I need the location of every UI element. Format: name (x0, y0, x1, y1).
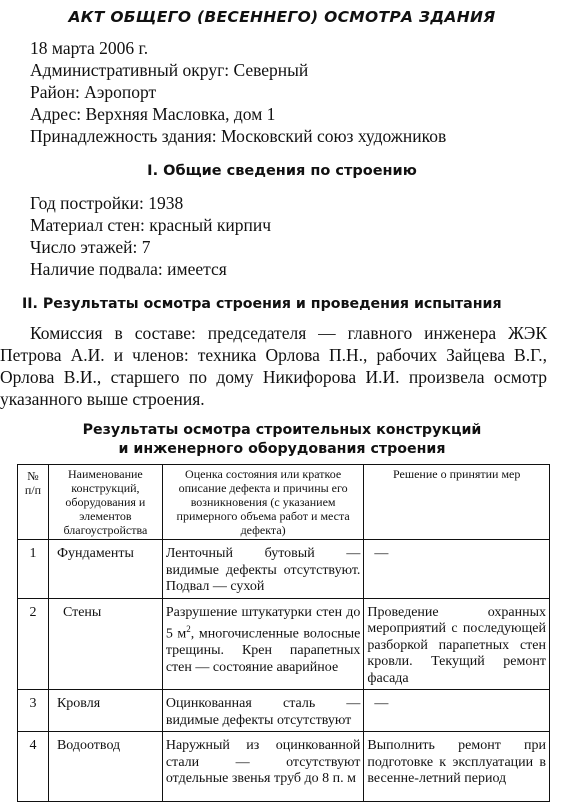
basement: Наличие подвала: имеется (30, 259, 227, 279)
general-info (30, 192, 271, 280)
table-header-row (18, 465, 550, 540)
row-assessment: Наружный из оцинкованной стали — отсутствуют отдельные звенья труб до 8 п. м (162, 732, 364, 802)
row-assessment: Ленточный бутовый — видимые дефекты отсутствуют. Подвал — сухой (162, 540, 364, 599)
commission-line: указанного выше строения. (0, 389, 205, 409)
table-title (0, 421, 564, 459)
table-row (18, 732, 550, 802)
row-num: 1 (18, 540, 49, 599)
row-decision: Выполнить ремонт при подготовке к эксплуатации в весенне-летний период (364, 732, 550, 802)
row-decision: — (364, 540, 550, 599)
building-info (30, 37, 446, 147)
table-row (18, 690, 550, 732)
table-row (18, 540, 550, 599)
table-title-line: Результаты осмотра строительных конструкций (82, 422, 482, 438)
row-name: Фундаменты (48, 540, 162, 599)
region: Район: Аэропорт (30, 82, 157, 102)
row-decision: — (364, 690, 550, 732)
row-name: Водоотвод (48, 732, 162, 802)
row-num: 4 (18, 732, 49, 802)
row-num: 3 (18, 690, 49, 732)
wall-material: Материал стен: красный кирпич (30, 215, 272, 235)
address: Адрес: Верхняя Масловка, дом 1 (30, 104, 276, 124)
header-assessment: Оценка состояния или краткое описание дефекта и причины его возникновения (с указанием примерного объема работ и места дефекта) (162, 465, 364, 540)
row-name: Стены (48, 598, 162, 690)
header-decision: Решение о принятии мер (364, 465, 550, 540)
construction-year: Год постройки: 1938 (30, 193, 184, 213)
document-title: АКТ ОБЩЕГО (ВЕСЕННЕГО) ОСМОТРА ЗДАНИЯ (68, 8, 496, 26)
inspection-table (17, 464, 550, 802)
row-num: 2 (18, 598, 49, 690)
district: Административный округ: Северный (30, 60, 309, 80)
commission-line: Петрова А.И. и членов: техника Орлова П.Н., рабочих Зайцева В.Г., (0, 345, 547, 365)
section1-heading: I. Общие сведения по строению (147, 163, 417, 179)
floor-count: Число этажей: 7 (30, 237, 151, 257)
superscript: 2 (186, 624, 191, 634)
assessment-text: , многочисленные волосные трещины. Крен парапетных стен — состояние аварийное (165, 626, 361, 675)
commission-paragraph (0, 322, 547, 410)
assessment-text: Разрушение штукатурки стен до 5 м (165, 604, 361, 642)
commission-line: Орлова В.И., старшего по дому Никифорова И.И. произвела осмотр (0, 367, 547, 387)
row-assessment: Оцинкованная сталь — видимые дефекты отсутствуют (162, 690, 364, 732)
inspection-date: 18 марта 2006 г. (30, 38, 149, 58)
commission-line: Комиссия в составе: председателя — главного инженера ЖЭК (30, 323, 547, 343)
header-num: № п/п (18, 465, 49, 540)
row-name: Кровля (48, 690, 162, 732)
section2-heading: II. Результаты осмотра строения и проведения испытания (22, 296, 502, 312)
header-name: Наименование конструкций, оборудования и элементов благоустройства (48, 465, 162, 540)
table-row (18, 598, 550, 690)
row-assessment (162, 598, 364, 690)
row-decision: Проведение охранных мероприятий с последующей разборкой парапетных стен кровли. Текущий ремонт фасада (364, 598, 550, 690)
table-title-line: и инженерного оборудования строения (118, 441, 446, 457)
owner: Принадлежность здания: Московский союз художников (30, 126, 447, 146)
